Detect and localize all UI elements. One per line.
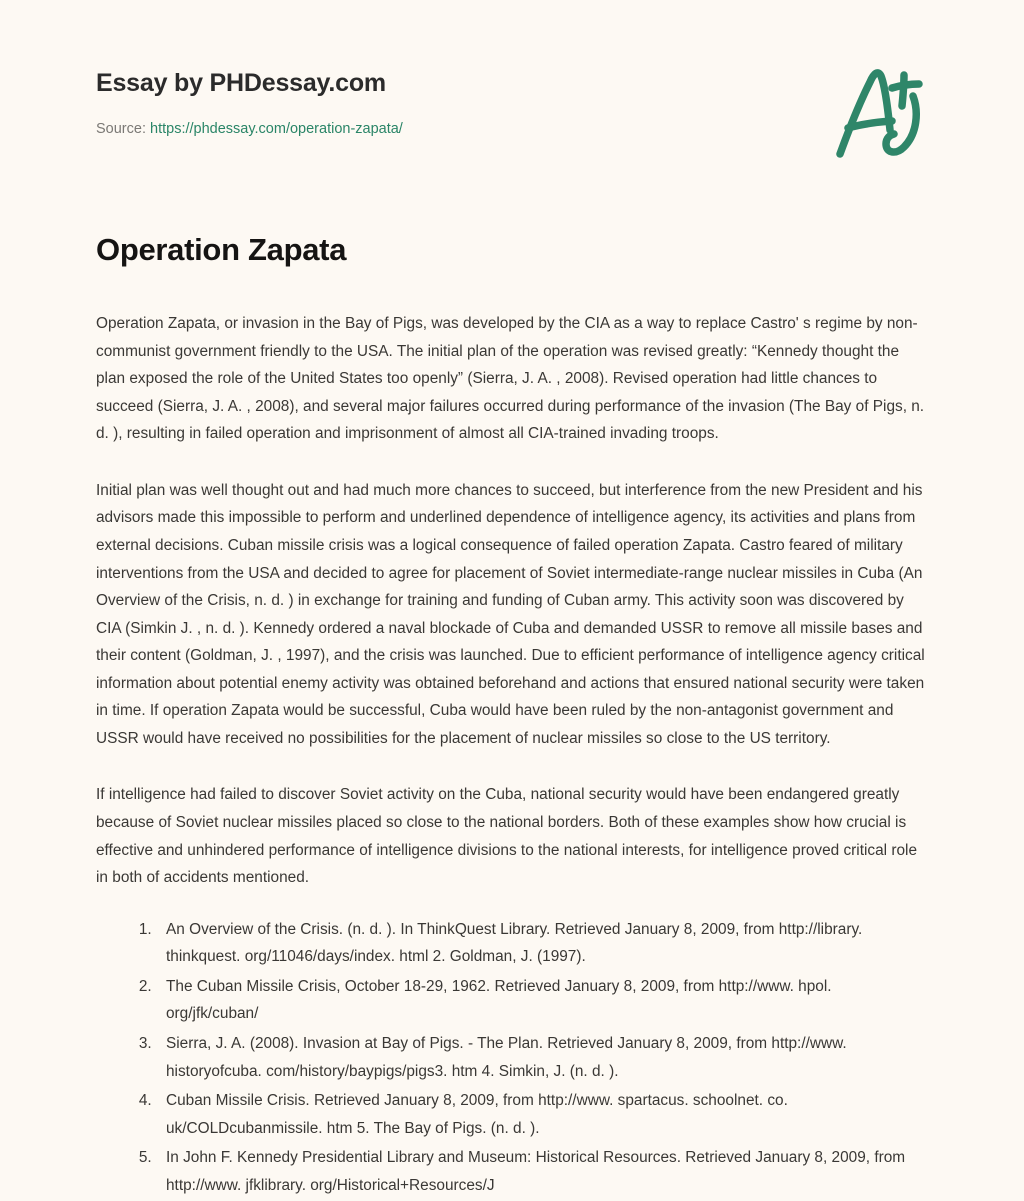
reference-list [96,916,928,1200]
body-paragraph-3: If intelligence had failed to discover Soviet activity on the Cuba, national security would have been endangered greatly because of Soviet nuclear missiles placed so close to the national borders. Both of these examples show how crucial is effective and unhindered performance of intelligence divisions to the national interests, for intelligence proved critical role in both of accidents mentioned. [96,786,918,887]
list-item: 1. An Overview of the Crisis. (n. d. ). In ThinkQuest Library. Retrieved January 8, 2009, from http://library. thinkquest. org/11046/days/index. html 2. Goldman, J. (1997). [156,916,928,971]
brand-title: Essay by PHDessay.com [96,69,386,97]
a-plus-logo-icon [818,58,938,168]
body-paragraph-2: Initial plan was well thought out and had much more chances to succeed, but interference from the new President and his advisors made this impossible to perform and underlined dependence of intelligence agency, its activities and plans from external decisions. Cuban missile crisis was a logical consequence of failed operation Zapata. Castro feared of military interventions from the USA and decided to agree for placement of Soviet intermediate-range nuclear missiles in Cuba (An Overview of the Crisis, n. d. ) in exchange for training and funding of Cuban army. This activity soon was discovered by CIA (Simkin J. , n. d. ). Kennedy ordered a naval blockade of Cuba and demanded USSR to remove all missile bases and their content (Goldman, J. , 1997), and the crisis was launched. Due to efficient performance of intelligence agency critical information about potential enemy activity was obtained beforehand and actions that ensured national security were taken in time. If operation Zapata would be successful, Cuba would have been ruled by the non-antagonist government and USSR would have received no possibilities for the placement of nuclear missiles so close to the US territory. [96,481,925,747]
list-item: 2. The Cuban Missile Crisis, October 18-29, 1962. Retrieved January 8, 2009, from http://www. hpol. org/jfk/cuban/ [156,973,928,1028]
page-header [0,0,1024,139]
list-item: 5. In John F. Kennedy Presidential Library and Museum: Historical Resources. Retrieved January 8, 2009, from http://www. jfklibrary. org/Historical+Resources/J [156,1144,928,1199]
source-url-link[interactable]: https://phdessay.com/operation-zapata/ [150,121,403,137]
list-item: 3. Sierra, J. A. (2008). Invasion at Bay of Pigs. - The Plan. Retrieved January 8, 2009, from http://www. historyofcuba. com/history/baypigs/pigs3. htm 4. Simkin, J. (n. d. ). [156,1030,928,1085]
body-paragraph-1: Operation Zapata, or invasion in the Bay of Pigs, was developed by the CIA as a way to replace Castro' s regime by non-communist government friendly to the USA. The initial plan of the operation was revised greatly: “Kennedy thought the plan exposed the role of the United States too openly” (Sierra, J. A. , 2008). Revised operation had little chances to succeed (Sierra, J. A. , 2008), and several major failures occurred during performance of the invasion (The Bay of Pigs, n. d. ), resulting in failed operation and imprisonment of almost all CIA-trained invading troops. [96,315,925,443]
essay-body [0,310,1024,1199]
source-label: Source: [96,121,146,137]
page-title: Operation Zapata [96,231,347,267]
list-item: 4. Cuban Missile Crisis. Retrieved January 8, 2009, from http://www. spartacus. schoolnet. co. uk/COLDcubanmissile. htm 5. The Bay of Pigs. (n. d. ). [156,1087,928,1142]
source-line [96,120,928,139]
